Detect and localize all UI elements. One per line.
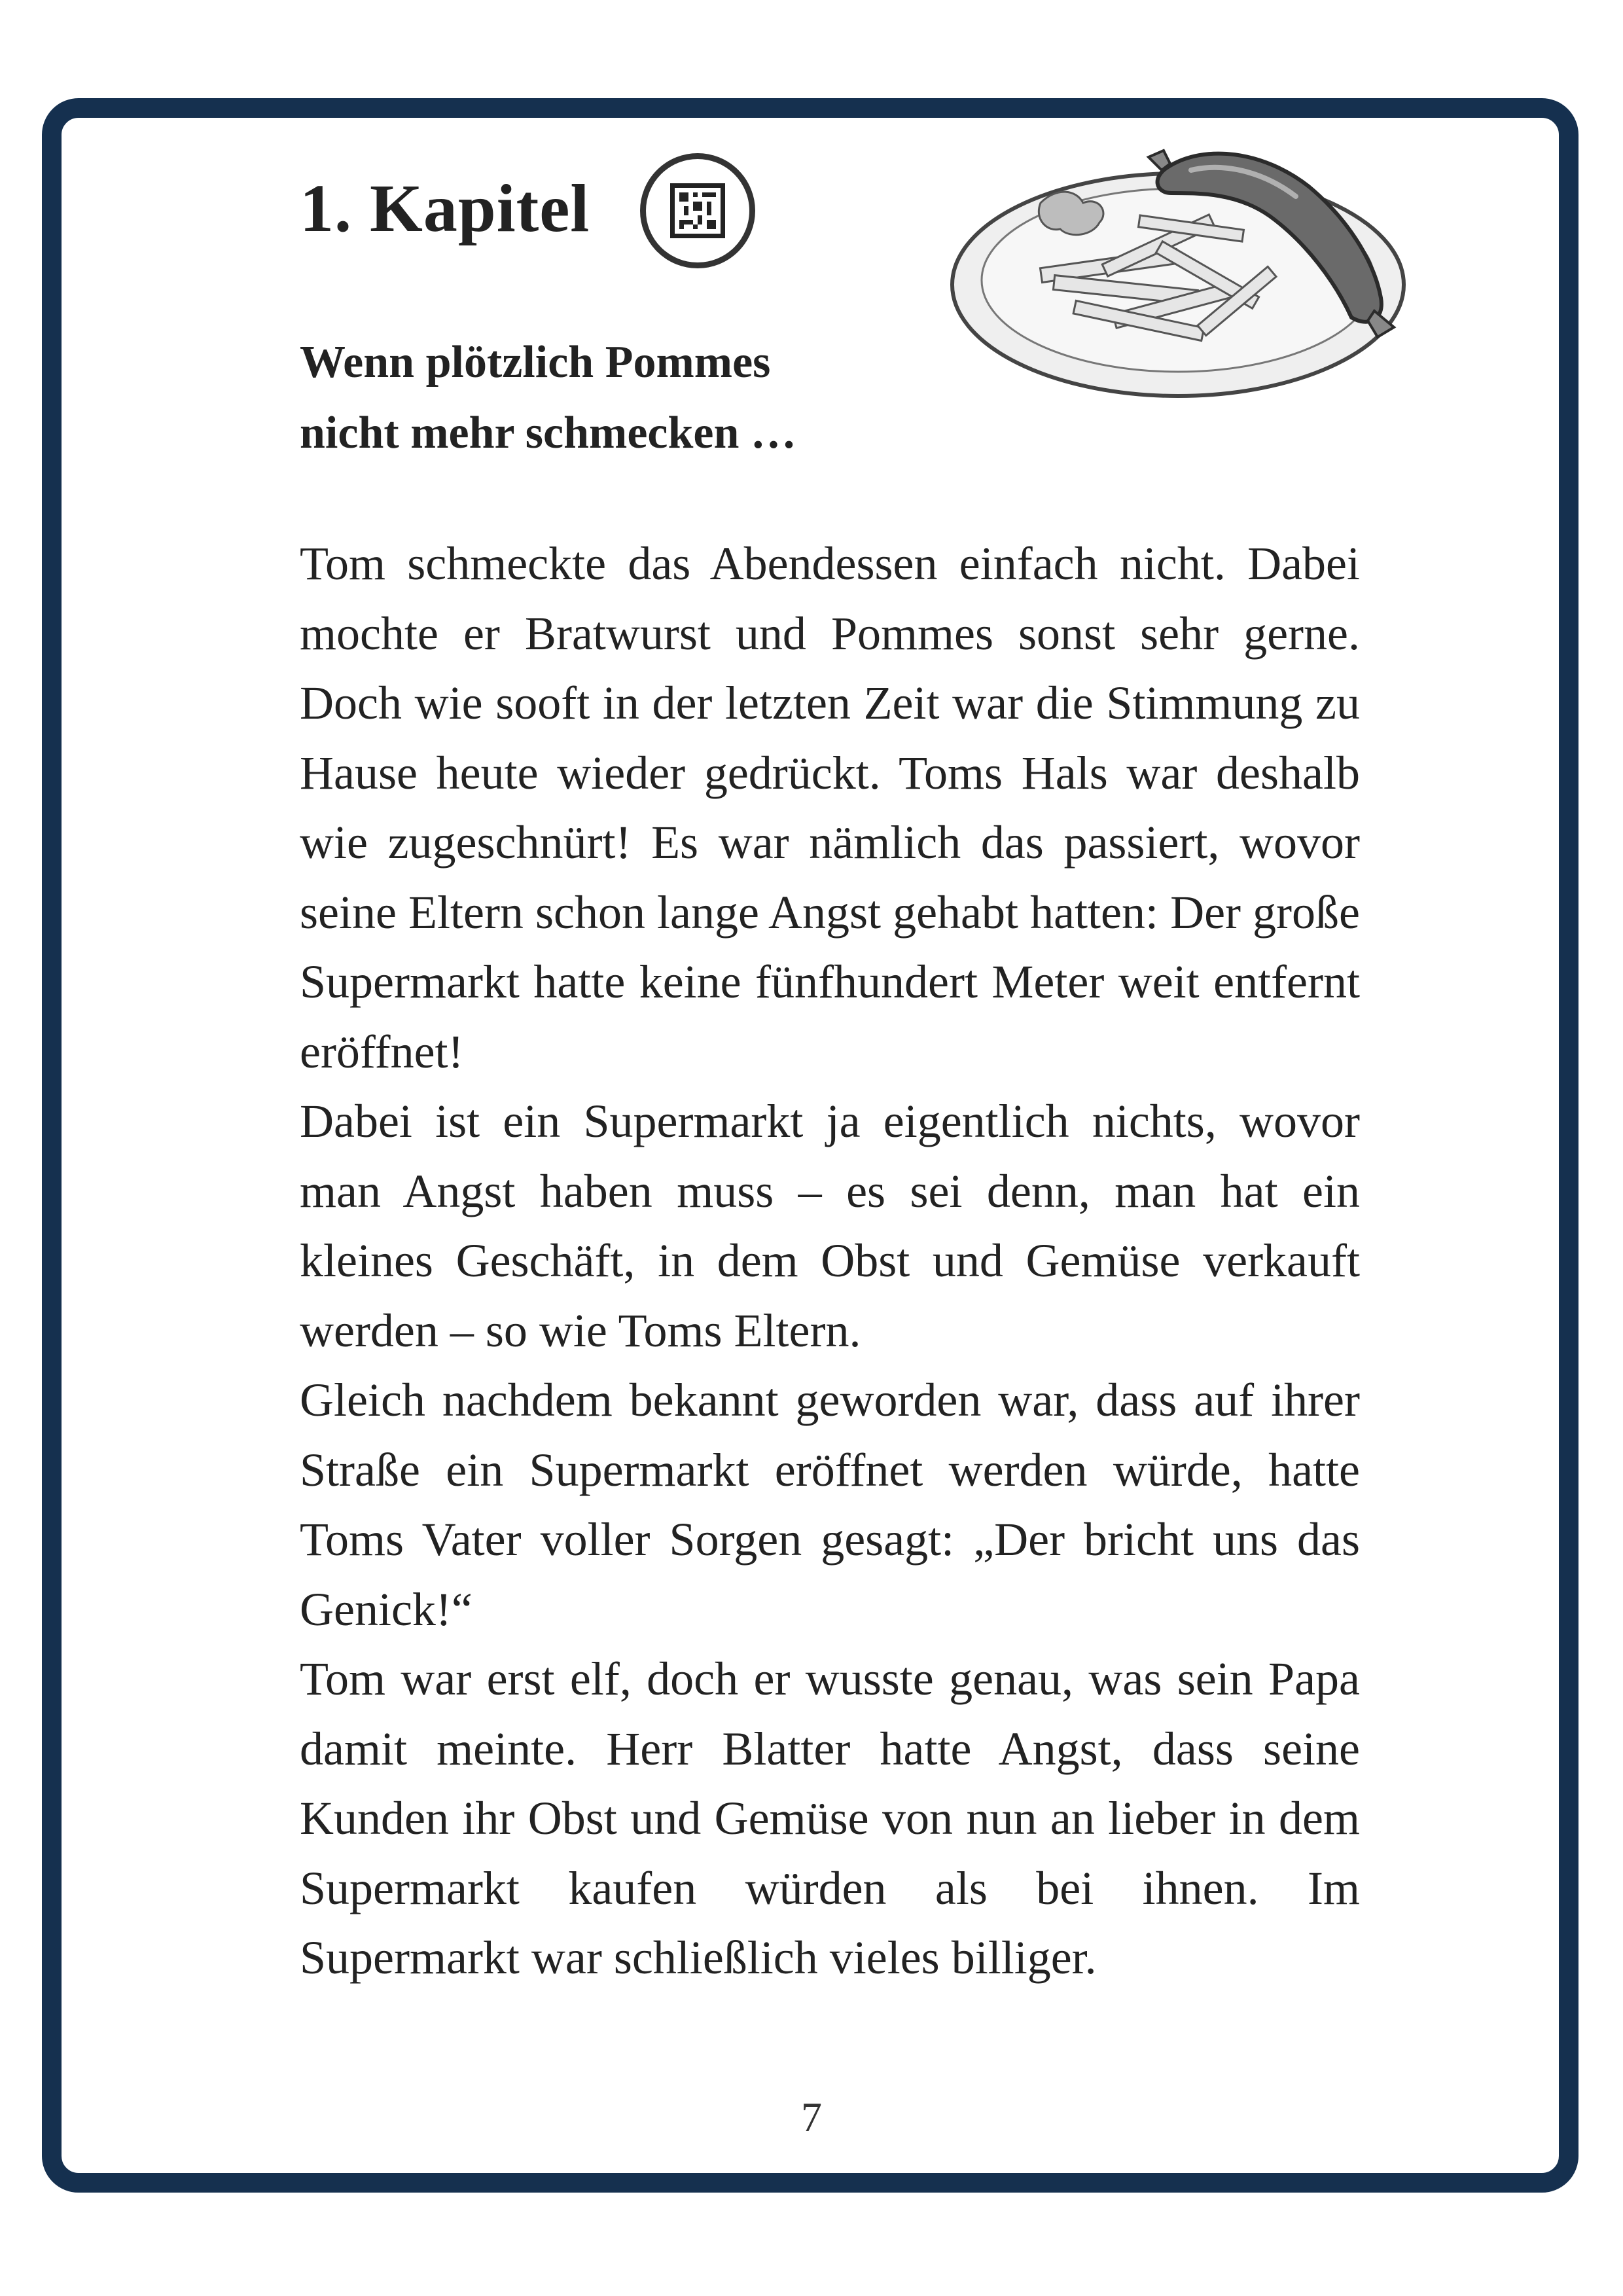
chapter-subtitle	[300, 327, 954, 469]
body-paragraph-3: Gleich nachdem bekannt geworden war, dass auf ihrer Straße ein Supermarkt eröffnet werden würde, hatte Toms Vater voller Sorgen gesagt: „Der bricht uns das Genick!“	[300, 1374, 1360, 1636]
qr-code-icon[interactable]	[640, 153, 755, 268]
subtitle-line-1: Wenn plötzlich Pommes	[300, 337, 771, 387]
chapter-title: 1. Kapitel	[300, 171, 590, 246]
body-paragraph-2: Dabei ist ein Supermarkt ja eigentlich nichts, wovor man Angst haben muss – es sei denn, man hat ein kleines Geschäft, in dem Obst und Gemüse verkauft werden – so wie Toms Eltern.	[300, 1095, 1360, 1357]
qr-code-graphic	[670, 183, 725, 238]
subtitle-line-2: nicht mehr schmecken …	[300, 408, 796, 458]
body-paragraph-1: Tom schmeckte das Abendessen einfach nicht. Dabei mochte er Bratwurst und Pommes sonst sehr gerne. Doch wie sooft in der letzten Zeit war die Stimmung zu Hause heute wieder gedrückt. Toms Hals war deshalb wie zugeschnürt! Es war nämlich das passiert, wovor seine Eltern schon lange Angst gehabt hatten: Der große Supermarkt hatte keine fünfhundert Meter weit entfernt eröffnet!	[300, 537, 1360, 1078]
page-number: 7	[801, 2094, 822, 2140]
chapter-body	[300, 529, 1360, 1993]
body-paragraph-4: Tom war erst elf, doch er wusste genau, was sein Papa damit meinte. Herr Blatter hatte Angst, dass seine Kunden ihr Obst und Gemüse von nun an lieber in dem Supermarkt kaufen würden als bei ihnen. Im Supermarkt war schließlich vieles billiger.	[300, 1653, 1360, 1984]
sausage-and-fries-plate-icon	[942, 131, 1420, 406]
